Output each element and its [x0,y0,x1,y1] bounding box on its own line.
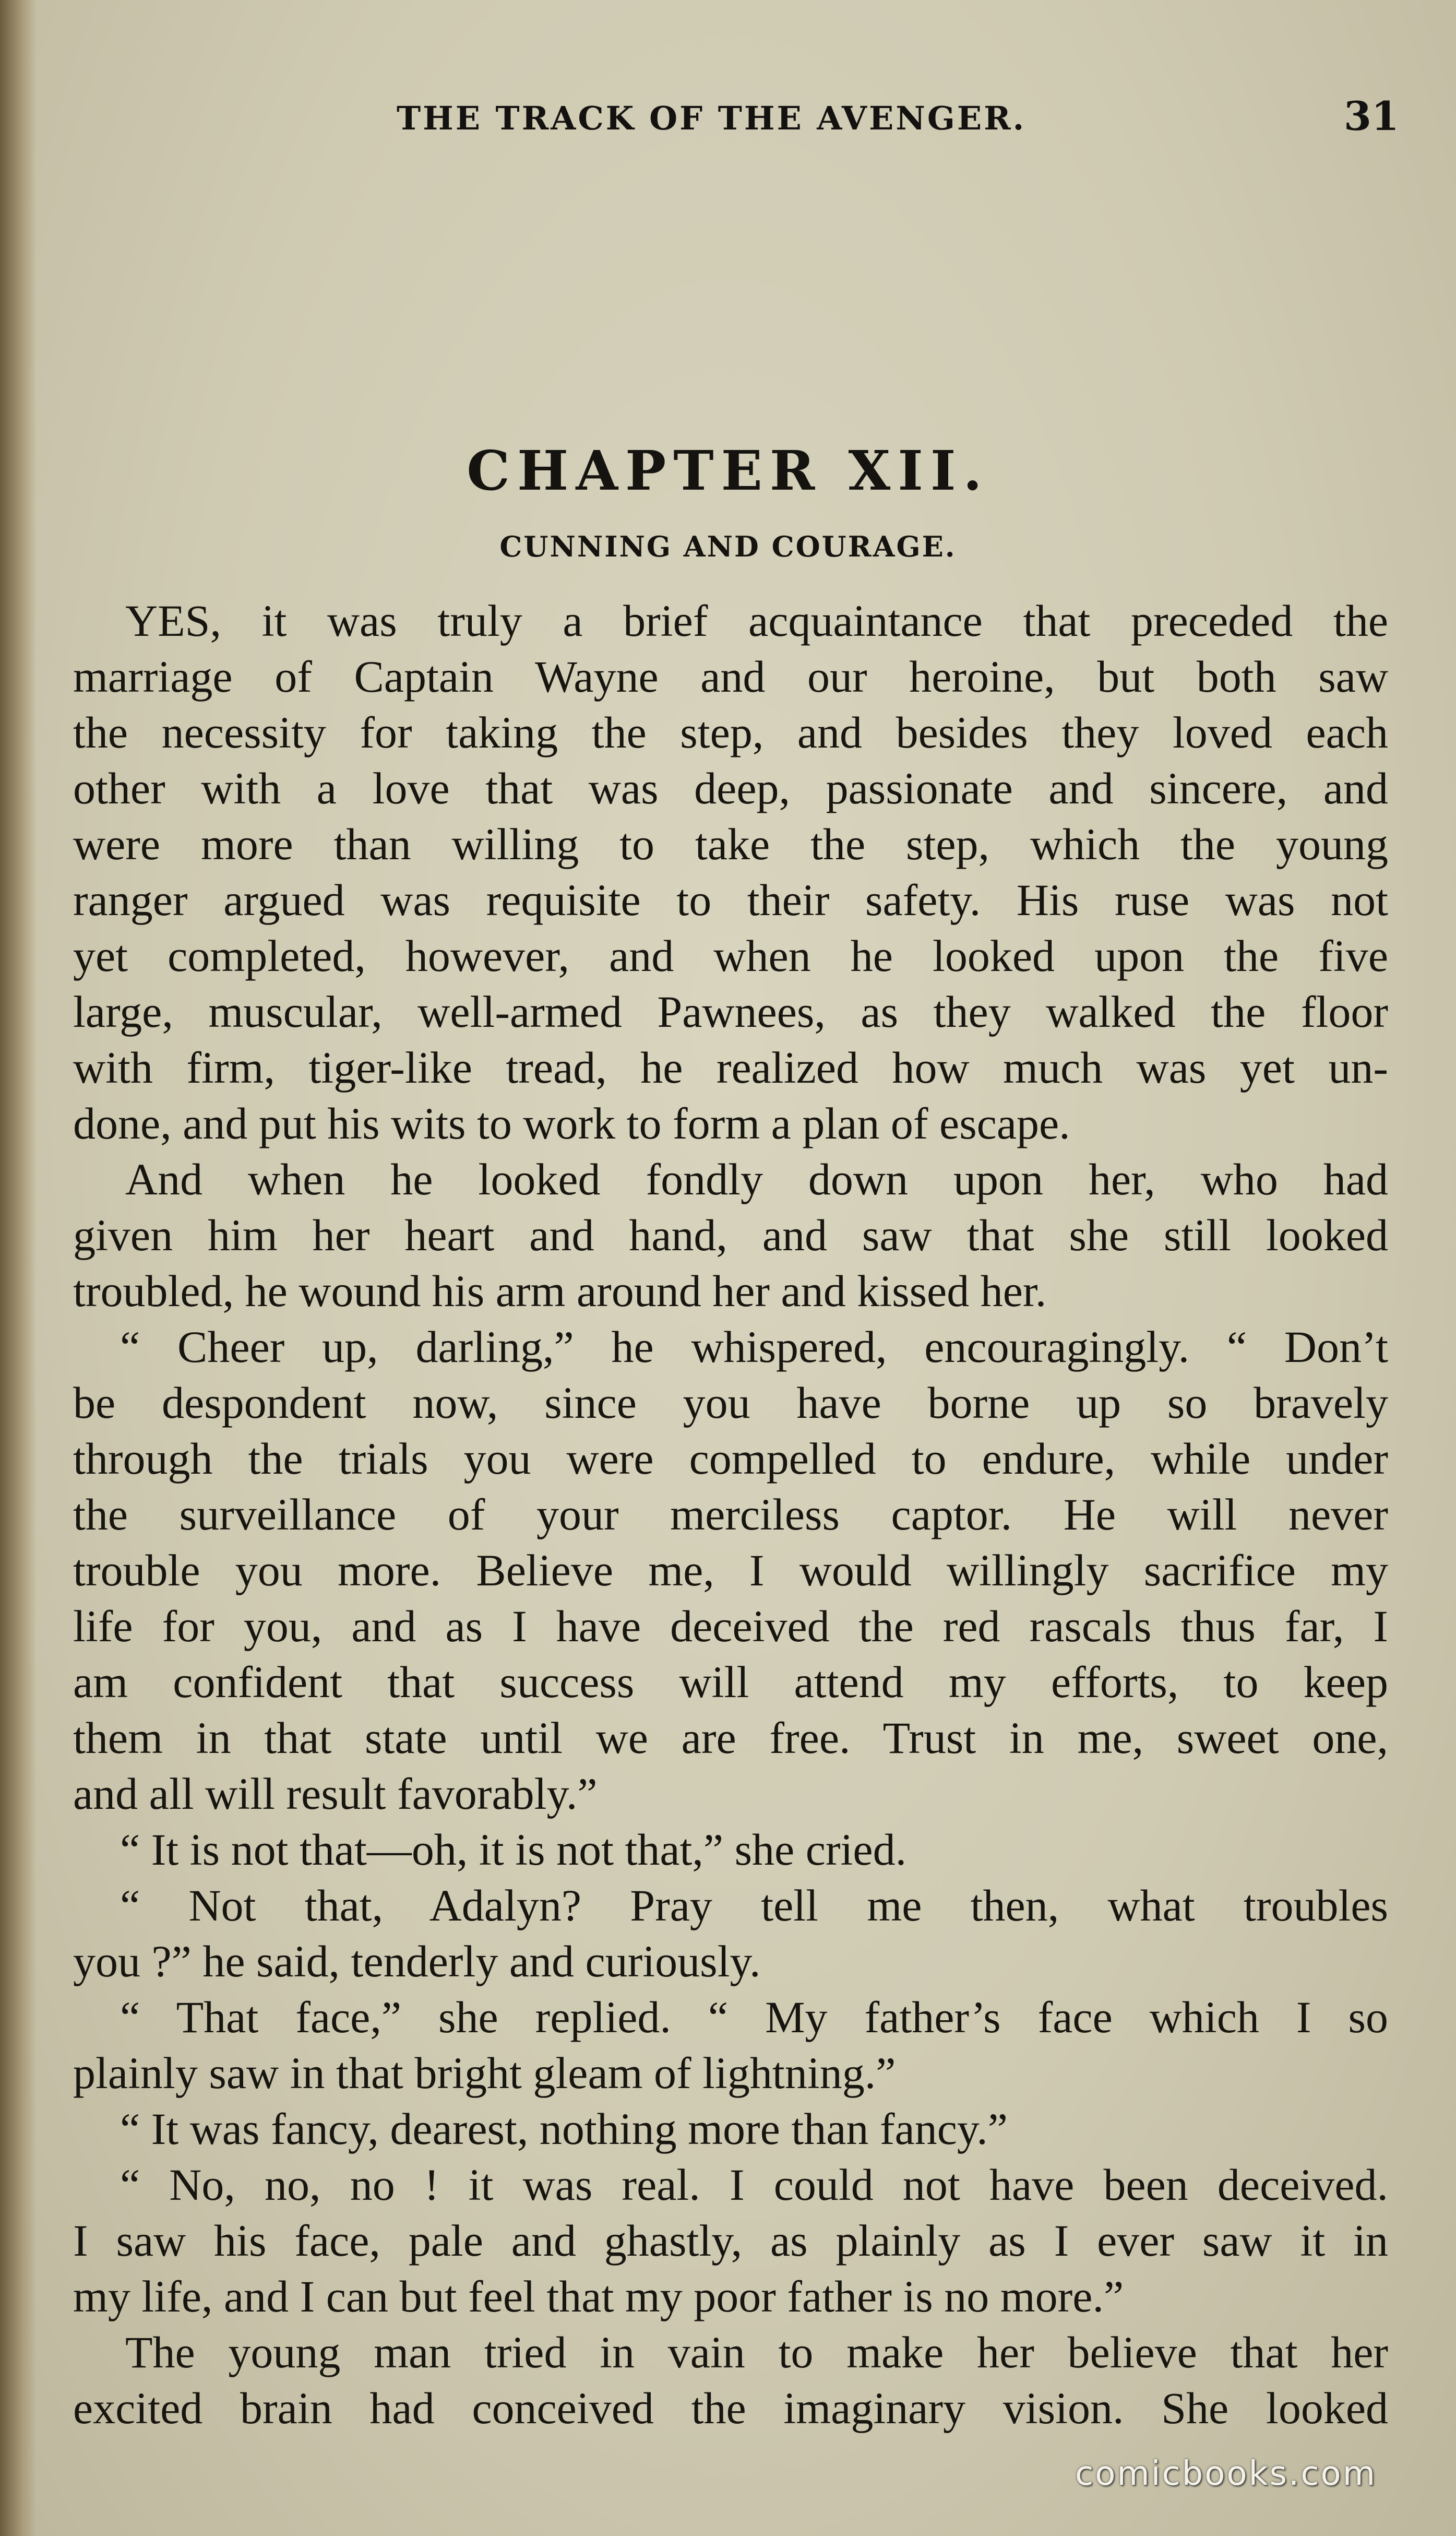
text-line: am confident that success will attend my efforts, to keep [73,1657,1388,1707]
text-line: life for you, and as I have deceived the red rascals thus far, I [73,1601,1388,1651]
watermark: comicbooks.com [1075,2455,1377,2493]
text-line: other with a love that was deep, passionate and sincere, and [73,763,1388,813]
text-line: excited brain had conceived the imaginary vision. She looked [73,2383,1388,2433]
text-line: “ Not that, Adalyn? Pray tell me then, what troubles [120,1880,1388,1930]
page-binding-edge [0,0,37,2536]
text-line: I saw his face, pale and ghastly, as plainly as I ever saw it in [73,2215,1388,2266]
text-line: “ No, no, no ! it was real. I could not have been deceived. [120,2160,1388,2210]
text-line: them in that state until we are free. Trust in me, sweet one, [73,1713,1388,1763]
text-line: “ Cheer up, darling,” he whispered, encouragingly. “ Don’t [120,1322,1388,1372]
text-line: trouble you more. Believe me, I would willingly sacrifice my [73,1545,1388,1595]
text-line: YES, it was truly a brief acquaintance that preceded the [125,596,1388,646]
text-line: large, muscular, well-armed Pawnees, as they walked the floor [73,987,1388,1037]
text-line: be despondent now, since you have borne up so bravely [73,1378,1388,1428]
text-line: troubled, he wound his arm around her and kissed her. [73,1266,1047,1316]
text-line: were more than willing to take the step, which the young [73,819,1388,869]
text-line: plainly saw in that bright gleam of lightning.” [73,2048,896,2098]
text-line: my life, and I can but feel that my poor father is no more.” [73,2271,1124,2321]
text-line: yet completed, however, and when he looked upon the five [73,931,1388,981]
text-line: “ It is not that—oh, it is not that,” she cried. [120,1824,907,1875]
text-line: through the trials you were compelled to endure, while under [73,1433,1388,1484]
text-line: and all will result favorably.” [73,1769,598,1819]
text-line: “ That face,” she replied. “ My father’s face which I so [120,1992,1388,2042]
chapter-title: CHAPTER XII. [467,439,989,503]
text-line: with firm, tiger-like tread, he realized how much was yet un- [73,1042,1388,1093]
text-line: given him her heart and hand, and saw that she still looked [73,1210,1388,1260]
text-line: The young man tried in vain to make her believe that her [125,2327,1388,2377]
text-line: the necessity for taking the step, and besides they loved each [73,707,1388,757]
text-line: “ It was fancy, dearest, nothing more than fancy.” [120,2104,1008,2154]
text-line: you ?” he said, tenderly and curiously. [73,1936,761,1986]
text-line: done, and put his wits to work to form a plan of escape. [73,1098,1070,1148]
text-line: And when he looked fondly down upon her, who had [125,1154,1388,1204]
chapter-subtitle: CUNNING AND COURAGE. [499,530,957,563]
running-head: THE TRACK OF THE AVENGER. [397,99,1027,137]
page-number: 31 [1344,93,1399,139]
text-line: the surveillance of your merciless captor. He will never [73,1489,1388,1539]
text-line: ranger argued was requisite to their safety. His ruse was not [73,875,1388,925]
body-text [73,593,1388,2436]
text-line: marriage of Captain Wayne and our heroine, but both saw [73,651,1388,702]
